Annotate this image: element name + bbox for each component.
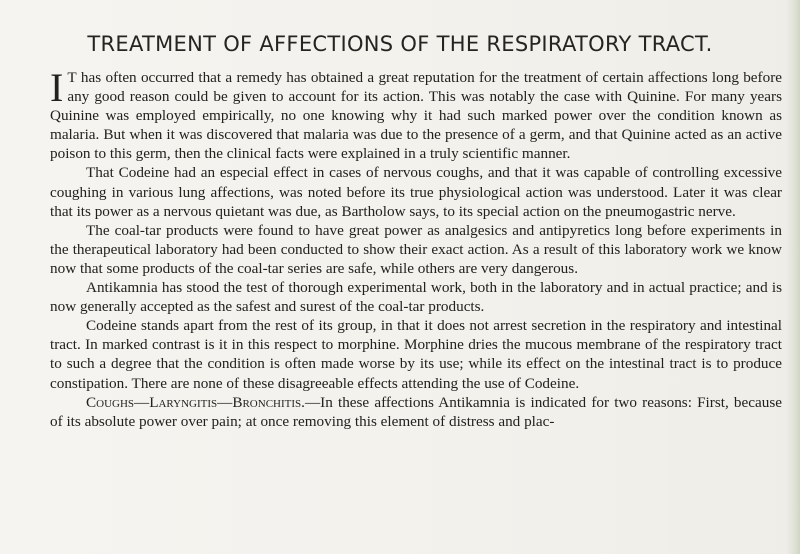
paragraph-text: That Codeine had an especial effect in cases of nervous coughs, and that it was capable of controlling excessive coughing in various lung affections, was noted before its true physiological action was understood. Later it was clear that its power as a nervous quietant was due, as Bartholow says, to its special action on the pneumogastric nerve.: [50, 164, 782, 220]
paragraph-text: The coal-tar products were found to have great power as analgesics and antipyretics long before experiments in the therapeutical laboratory had been conducted to show their exact action. As a result of this laboratory work we know now that some products of the coal-tar series are safe, while others are very dangerous.: [50, 221, 782, 277]
paragraph-codeine-secretion: [50, 316, 782, 392]
paragraph-coal-tar: [50, 221, 782, 278]
paragraph-antikamnia: [50, 278, 782, 316]
drop-cap: I: [50, 65, 64, 110]
paragraph-quinine: [50, 65, 782, 163]
paragraph-codeine-cough: [50, 163, 782, 220]
paragraph-text: —In these affections Antikamnia is indicated for two reasons: First, because of its absolute power over pain; at once removing this element of distress and plac-: [50, 393, 782, 430]
section-heading: Coughs—Laryngitis—Bronchitis.: [86, 393, 305, 411]
paragraph-coughs: [50, 393, 782, 431]
paragraph-text: has often occurred that a remedy has obtained a great reputation for the treatment of certain affections long before any good reason could be given to account for its action. This was notably the case with Quinine. For many years Quinine was employed empirically, no one knowing why it had such marked power over the condition known as malaria. But when it was discovered that malaria was due to the presence of a germ, and that Quinine acted as an active poison to this germ, then the clinical facts were explained in a truly scientific manner.: [50, 69, 782, 163]
page-edge-shadow: [786, 0, 800, 554]
paragraph-text: Antikamnia has stood the test of thorough experimental work, both in the laboratory and in actual practice; and is now generally accepted as the safest and surest of the coal-tar products.: [50, 279, 782, 316]
page-title: TREATMENT OF AFFECTIONS OF THE RESPIRATORY TRACT.: [87, 32, 713, 56]
lead-caps: T: [67, 69, 77, 86]
paragraph-text: Codeine stands apart from the rest of its group, in that it does not arrest secretion in the respiratory and intestinal tract. In marked contrast is it in this respect to morphine. Morphine dries the mucous membrane of the respiratory tract to such a degree that the condition is often made worse by its use; while its effect on the intestinal tract is to produce constipation. There are none of these disagreeable effects attending the use of Codeine.: [50, 317, 782, 392]
body-text: [50, 65, 782, 431]
